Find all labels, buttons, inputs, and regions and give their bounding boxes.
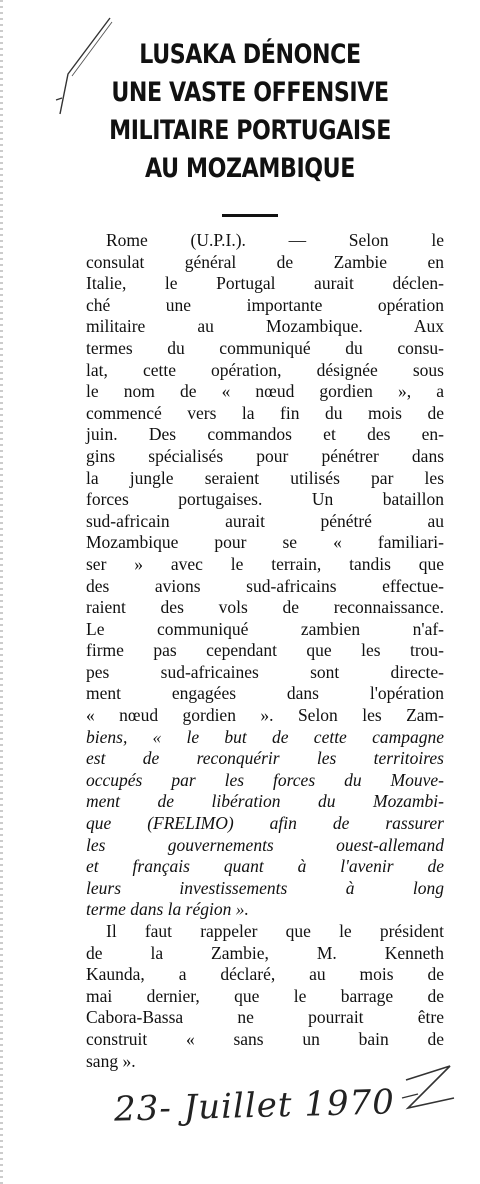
article-line: de la Zambie, M. Kenneth [86,942,444,963]
article-line: construit « sans un bain de [86,1028,444,1049]
article-line: juin. Des commandos et des en- [86,424,444,445]
article-line: militaire au Mozambique. Aux [86,316,444,337]
article-quote-line: que (FRELIMO) afin de rassurer [86,813,444,834]
article-quote-line: terme dans la région ». [86,899,249,920]
article-line: Le communiqué zambien n'af- [86,618,444,639]
article-quote-line: biens, « le but de cette campagne [86,726,444,747]
article-quote-line: occupés par les forces du Mouve- [86,769,444,790]
article-quote-line: leurs investissements à long [86,877,444,898]
headline-divider [222,214,278,217]
article-line: ché une importante opération [86,294,444,315]
article-line: firme pas cependant que les trou- [86,640,444,661]
scan-edge-border [0,0,3,1184]
headline-line-4: AU MOZAMBIQUE [145,153,355,184]
article-line: le nom de « nœud gordien », a [86,381,444,402]
article-line: ser » avec le terrain, tandis que [86,553,444,574]
article-quote-line: est de reconquérir les territoires [86,748,444,769]
article-line: mai dernier, que le barrage de [86,985,444,1006]
article-line: termes du communiqué du consu- [86,337,444,358]
article-line: Mozambique pour se « familiari- [86,532,444,553]
article-line: lat, cette opération, désignée sous [86,359,444,380]
headline-line-2: UNE VASTE OFFENSIVE [111,77,389,108]
article-line: Rome (U.P.I.). — Selon le [106,230,444,250]
article-line: consulat général de Zambie en [86,251,444,272]
article-headline [102,36,397,188]
article-line: la jungle seraient utilisés par les [86,467,444,488]
article-line: ment engagées dans l'opération [86,683,444,704]
article-quote-line: et français quant à l'avenir de [86,856,444,877]
article-line: forces portugaises. Un bataillon [86,489,444,510]
article-line: raient des vols de reconnaissance. [86,597,444,618]
article-body [86,230,444,1072]
pen-z-mark [398,1058,460,1118]
article-line: des avions sud-africains effectue- [86,575,444,596]
article-line: sang ». [86,1050,136,1071]
article-line: « nœud gordien ». Selon les Zam- [86,705,444,726]
article-quote-line: les gouvernements ouest-allemand [86,834,444,855]
article-line: gins spécialisés pour pénétrer dans [86,445,444,466]
article-line: Italie, le Portugal aurait déclen- [86,273,444,294]
article-line: commencé vers la fin du mois de [86,402,444,423]
article-quote-line: ment de libération du Mozambi- [86,791,444,812]
headline-line-3: MILITAIRE PORTUGAISE [109,115,391,146]
article-line: sud-africain aurait pénétré au [86,510,444,531]
handwritten-date: 23- Juillet 1970 [113,1082,396,1130]
article-line: Kaunda, a déclaré, au mois de [86,964,444,985]
article-line: Il faut rappeler que le président [106,921,444,941]
article-line: Cabora-Bassa ne pourrait être [86,1007,444,1028]
headline-line-1: LUSAKA DÉNONCE [139,39,361,70]
article-line: pes sud-africaines sont directe- [86,661,444,682]
